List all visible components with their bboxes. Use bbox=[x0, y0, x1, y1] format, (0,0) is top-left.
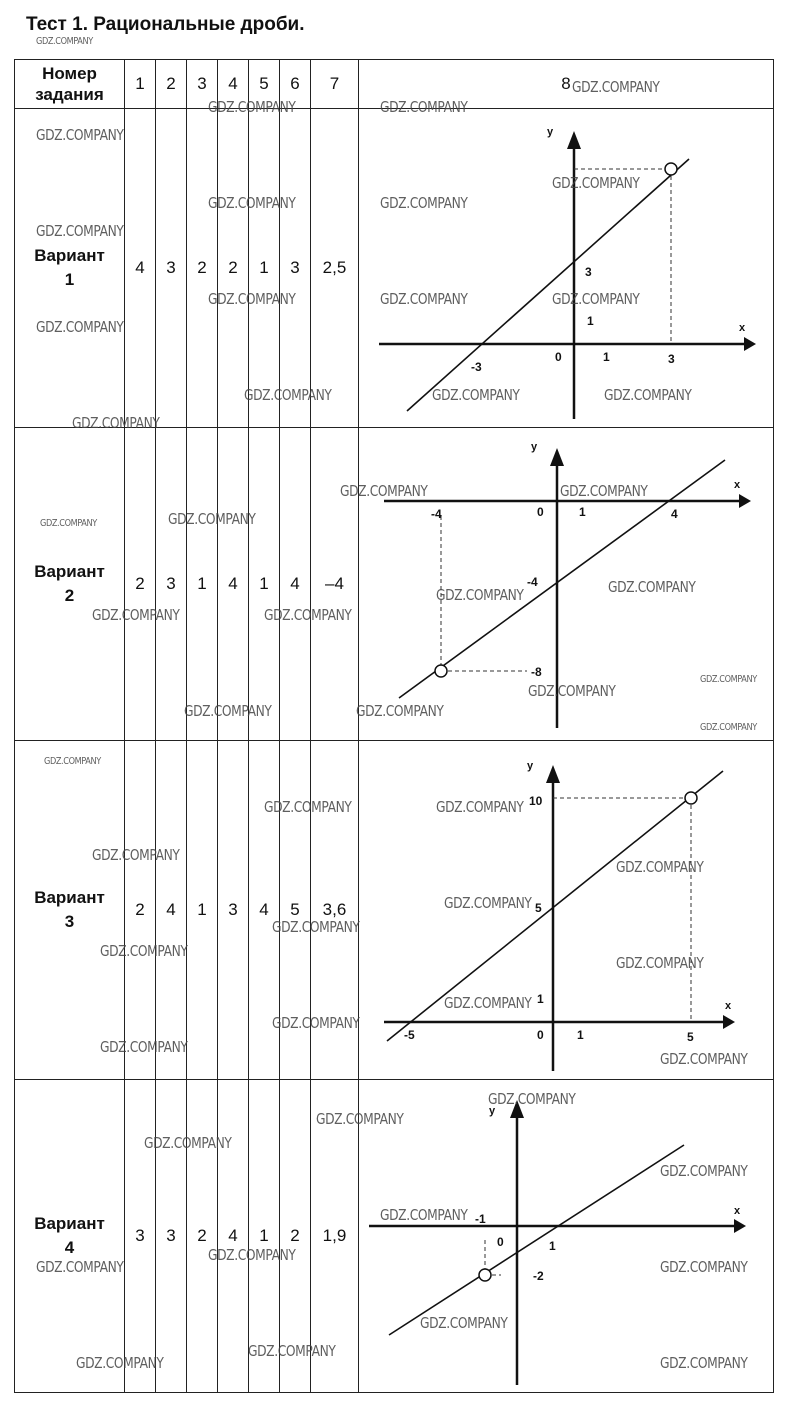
origin-label: 0 bbox=[537, 1028, 544, 1042]
watermark: GDZ.COMPANY bbox=[340, 482, 428, 500]
watermark: GDZ.COMPANY bbox=[72, 414, 160, 432]
watermark: GDZ.COMPANY bbox=[272, 918, 360, 936]
watermark: GDZ.COMPANY bbox=[36, 222, 124, 240]
variant-label: Вариант bbox=[34, 246, 105, 265]
watermark: GDZ.COMPANY bbox=[444, 894, 532, 912]
function-line bbox=[389, 1145, 684, 1335]
watermark: GDZ.COMPANY bbox=[168, 510, 256, 528]
watermark: GDZ.COMPANY bbox=[700, 722, 757, 733]
answer-cell: 2 bbox=[187, 1080, 218, 1393]
watermark: GDZ.COMPANY bbox=[552, 290, 640, 308]
watermark: GDZ.COMPANY bbox=[436, 586, 524, 604]
answer-cell: 2 bbox=[218, 109, 249, 428]
watermark: GDZ.COMPANY bbox=[76, 1354, 164, 1372]
answer-cell: 3 bbox=[218, 741, 249, 1080]
answer-cell: 3 bbox=[280, 109, 311, 428]
watermark: GDZ.COMPANY bbox=[444, 994, 532, 1012]
y-label: y bbox=[547, 126, 554, 138]
column-header-4: 4 bbox=[218, 60, 249, 109]
answer-cell: 1 bbox=[249, 1080, 280, 1393]
answer-cell: 2 bbox=[280, 1080, 311, 1393]
graph-1 bbox=[359, 109, 773, 427]
answer-cell: 1 bbox=[249, 109, 280, 428]
watermark: GDZ.COMPANY bbox=[380, 1206, 468, 1224]
answer-cell: 2,5 bbox=[311, 109, 359, 428]
x-axis-arrow bbox=[739, 494, 751, 508]
x-axis-arrow bbox=[723, 1015, 735, 1029]
graph-cell bbox=[359, 109, 774, 428]
variant-label: Вариант bbox=[34, 888, 105, 907]
column-header-1: 1 bbox=[125, 60, 156, 109]
x-intercept-label: -5 bbox=[404, 1028, 415, 1042]
watermark: GDZ.COMPANY bbox=[604, 386, 692, 404]
y-axis-arrow bbox=[550, 448, 564, 466]
watermark: GDZ.COMPANY bbox=[660, 1258, 748, 1276]
variant-cell bbox=[15, 741, 125, 1080]
origin-label: 0 bbox=[537, 505, 544, 519]
answer-cell: 4 bbox=[156, 741, 187, 1080]
answer-cell: 4 bbox=[280, 428, 311, 741]
x-intercept-label: 4 bbox=[671, 507, 678, 521]
watermark: GDZ.COMPANY bbox=[660, 1162, 748, 1180]
watermark: GDZ.COMPANY bbox=[36, 36, 93, 47]
watermark: GDZ.COMPANY bbox=[92, 846, 180, 864]
watermark: GDZ.COMPANY bbox=[316, 1110, 404, 1128]
answer-cell: 5 bbox=[280, 741, 311, 1080]
watermark: GDZ.COMPANY bbox=[144, 1134, 232, 1152]
graph-4 bbox=[359, 1080, 773, 1392]
header-label-cell bbox=[15, 60, 125, 109]
x-label: x bbox=[734, 479, 741, 491]
hole-point bbox=[665, 163, 677, 175]
watermark: GDZ.COMPANY bbox=[184, 702, 272, 720]
variant-label: Вариант bbox=[34, 562, 105, 581]
x-unit-label: 1 bbox=[549, 1239, 556, 1253]
answer-cell: 2 bbox=[125, 741, 156, 1080]
watermark: GDZ.COMPANY bbox=[528, 682, 616, 700]
table-row bbox=[15, 741, 774, 1080]
watermark: GDZ.COMPANY bbox=[248, 1342, 336, 1360]
column-header-6: 6 bbox=[280, 60, 311, 109]
watermark: GDZ.COMPANY bbox=[420, 1314, 508, 1332]
x-label: x bbox=[734, 1205, 741, 1217]
column-header-8: 8 bbox=[359, 60, 774, 109]
watermark: GDZ.COMPANY bbox=[700, 674, 757, 685]
watermark: GDZ.COMPANY bbox=[40, 518, 97, 529]
watermark: GDZ.COMPANY bbox=[44, 756, 101, 767]
variant-number: 1 bbox=[64, 270, 75, 289]
variant-cell bbox=[15, 109, 125, 428]
watermark: GDZ.COMPANY bbox=[92, 606, 180, 624]
watermark: GDZ.COMPANY bbox=[208, 290, 296, 308]
graph-3 bbox=[359, 741, 773, 1079]
y-point-label: -2 bbox=[533, 1269, 544, 1283]
y-unit-label: 1 bbox=[537, 992, 544, 1006]
answer-cell: 4 bbox=[218, 428, 249, 741]
y-intercept-label: 5 bbox=[535, 901, 542, 915]
graph-cell bbox=[359, 741, 774, 1080]
y-point-label: 10 bbox=[529, 794, 543, 808]
y-label: y bbox=[489, 1105, 496, 1117]
answer-cell: 3,6 bbox=[311, 741, 359, 1080]
watermark: GDZ.COMPANY bbox=[380, 290, 468, 308]
answer-cell: 1 bbox=[249, 428, 280, 741]
y-intercept-label: -4 bbox=[527, 575, 538, 589]
watermark: GDZ.COMPANY bbox=[660, 1354, 748, 1372]
variant-cell bbox=[15, 428, 125, 741]
origin-label: 0 bbox=[497, 1235, 504, 1249]
x-axis-arrow bbox=[744, 337, 756, 351]
watermark: GDZ.COMPANY bbox=[572, 78, 660, 96]
x-unit-label: 1 bbox=[577, 1028, 584, 1042]
watermark: GDZ.COMPANY bbox=[436, 798, 524, 816]
watermark: GDZ.COMPANY bbox=[100, 942, 188, 960]
answer-cell: 4 bbox=[218, 1080, 249, 1393]
x-point-label: 5 bbox=[687, 1030, 694, 1044]
y-axis-arrow bbox=[567, 131, 581, 149]
variant-cell bbox=[15, 1080, 125, 1393]
header-label-line2: задания bbox=[35, 85, 104, 104]
answer-cell: 1 bbox=[187, 741, 218, 1080]
hole-point bbox=[479, 1269, 491, 1281]
watermark: GDZ.COMPANY bbox=[560, 482, 648, 500]
column-header-7: 7 bbox=[311, 60, 359, 109]
variant-number: 3 bbox=[64, 912, 75, 931]
x-point-label: -1 bbox=[475, 1212, 486, 1226]
watermark: GDZ.COMPANY bbox=[244, 386, 332, 404]
answer-cell: 1 bbox=[187, 428, 218, 741]
table-row bbox=[15, 109, 774, 428]
answers-table bbox=[14, 59, 774, 1393]
y-unit-label: 1 bbox=[587, 314, 594, 328]
watermark: GDZ.COMPANY bbox=[36, 126, 124, 144]
watermark: GDZ.COMPANY bbox=[208, 1246, 296, 1264]
watermark: GDZ.COMPANY bbox=[100, 1038, 188, 1056]
variant-label: Вариант bbox=[34, 1214, 105, 1233]
answer-cell: 3 bbox=[156, 428, 187, 741]
column-header-5: 5 bbox=[249, 60, 280, 109]
origin-label: 0 bbox=[555, 350, 562, 364]
answer-cell: –4 bbox=[311, 428, 359, 741]
variant-number: 2 bbox=[64, 586, 75, 605]
answer-cell: 4 bbox=[249, 741, 280, 1080]
watermark: GDZ.COMPANY bbox=[272, 1014, 360, 1032]
y-label: y bbox=[527, 760, 534, 772]
answer-cell: 2 bbox=[187, 109, 218, 428]
x-axis-arrow bbox=[734, 1219, 746, 1233]
x-label: x bbox=[725, 1000, 732, 1012]
y-intercept-label: 3 bbox=[585, 265, 592, 279]
x-point-label: 3 bbox=[668, 352, 675, 366]
watermark: GDZ.COMPANY bbox=[264, 798, 352, 816]
answer-cell: 3 bbox=[125, 1080, 156, 1393]
watermark: GDZ.COMPANY bbox=[616, 954, 704, 972]
answer-cell: 4 bbox=[125, 109, 156, 428]
graph-cell bbox=[359, 1080, 774, 1393]
watermark: GDZ.COMPANY bbox=[208, 194, 296, 212]
watermark: GDZ.COMPANY bbox=[660, 1050, 748, 1068]
x-unit-label: 1 bbox=[579, 505, 586, 519]
watermark: GDZ.COMPANY bbox=[380, 194, 468, 212]
hole-point bbox=[685, 792, 697, 804]
column-header-3: 3 bbox=[187, 60, 218, 109]
answer-cell: 2 bbox=[125, 428, 156, 741]
x-point-label: -4 bbox=[431, 507, 442, 521]
answer-cell: 1,9 bbox=[311, 1080, 359, 1393]
x-label: x bbox=[739, 322, 746, 334]
watermark: GDZ.COMPANY bbox=[36, 1258, 124, 1276]
watermark: GDZ.COMPANY bbox=[616, 858, 704, 876]
header-label-line1: Номер bbox=[42, 64, 97, 83]
watermark: GDZ.COMPANY bbox=[608, 578, 696, 596]
x-intercept-label: -3 bbox=[471, 360, 482, 374]
watermark: GDZ.COMPANY bbox=[264, 606, 352, 624]
watermark: GDZ.COMPANY bbox=[432, 386, 520, 404]
x-unit-label: 1 bbox=[603, 350, 610, 364]
watermark: GDZ.COMPANY bbox=[380, 98, 468, 116]
y-point-label: -8 bbox=[531, 665, 542, 679]
column-header-2: 2 bbox=[156, 60, 187, 109]
watermark: GDZ.COMPANY bbox=[208, 98, 296, 116]
hole-point bbox=[435, 665, 447, 677]
answer-cell: 3 bbox=[156, 109, 187, 428]
watermark: GDZ.COMPANY bbox=[356, 702, 444, 720]
watermark: GDZ.COMPANY bbox=[552, 174, 640, 192]
answer-cell: 3 bbox=[156, 1080, 187, 1393]
y-axis-arrow bbox=[546, 765, 560, 783]
page-title: Тест 1. Рациональные дроби. bbox=[26, 14, 305, 35]
y-label: y bbox=[531, 441, 538, 453]
watermark: GDZ.COMPANY bbox=[36, 318, 124, 336]
watermark: GDZ.COMPANY bbox=[488, 1090, 576, 1108]
variant-number: 4 bbox=[64, 1238, 75, 1257]
